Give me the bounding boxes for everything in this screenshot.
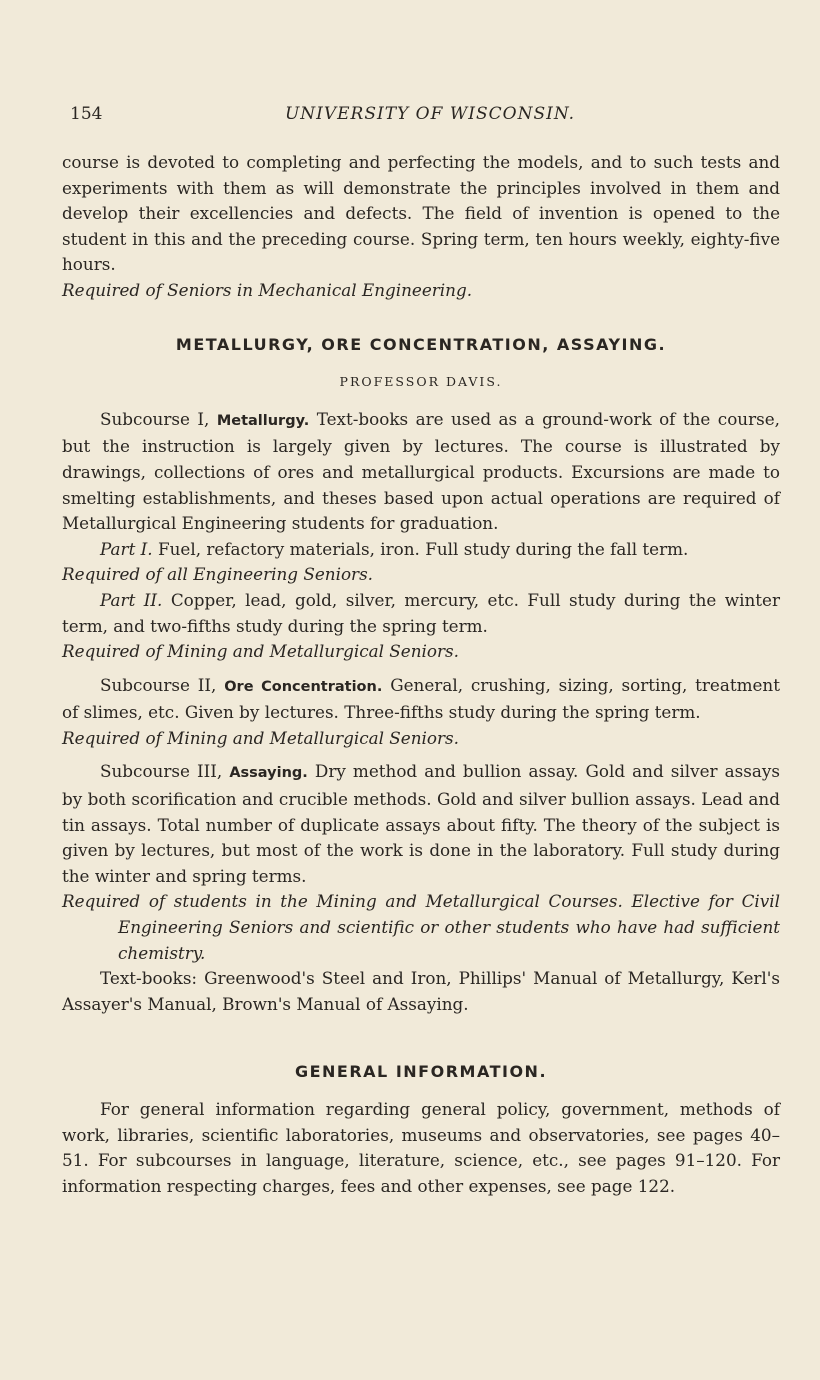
part-2-text: Copper, lead, gold, silver, mercury, etc. Full study during the winter term, and two-fifths study during the spring term.: [62, 589, 780, 636]
page-number: 154: [70, 104, 103, 124]
subcourse-3-paragraph: [62, 759, 780, 889]
part-1-text: Fuel, refactory materials, iron. Full study during the fall term.: [157, 538, 689, 559]
intro-paragraph: course is devoted to completing and perfecting the models, and to such tests and experiments with them as will demonstrate the principles involved in them and develop their excellencies and defects. The field of invention is opened to the student in this and the preceding course. Spring term, ten hours weekly, eighty-five hours.: [62, 152, 780, 275]
subcourse-2-requirement: Required of Mining and Metallurgical Seniors.: [62, 727, 459, 748]
intro-requirement: Required of Seniors in Mechanical Engineering.: [62, 279, 473, 300]
running-title: UNIVERSITY OF WISCONSIN.: [284, 104, 576, 124]
subcourse-1-label: Subcourse I,: [100, 408, 210, 429]
part-1-label: Part I.: [100, 538, 153, 559]
subcourse-1-paragraph: [62, 407, 780, 537]
section-heading-metallurgy: METALLURGY, ORE CONCENTRATION, ASSAYING.: [175, 334, 667, 354]
subcourse-2-label: Subcourse II,: [100, 674, 217, 695]
textbooks-paragraph: Text-books: Greenwood's Steel and Iron, Phillips' Manual of Metallurgy, Kerl's Assayer's Manual, Brown's Manual of Assaying.: [62, 968, 780, 1014]
subcourse-2-text: General, crushing, sizing, sorting, treatment of slimes, etc. Given by lectures. Three-fifths study during the spring term.: [62, 674, 780, 723]
subcourse-3-text: Dry method and bullion assay. Gold and silver assays by both scorification and crucible methods. Gold and silver bullion assays. Lead and tin assays. Total number of duplicate assays about fifty. The theory of the subject is given by lectures, but most of the work is done in the laboratory. Full study during the winter and spring terms.: [62, 761, 780, 886]
subcourse-3-requirement: Required of students in the Mining and Metallurgical Courses. Elective for Civil Engineering Seniors and scientific or other students who have had sufficient chemistry.: [62, 891, 780, 963]
section-heading-general-information: GENERAL INFORMATION.: [294, 1062, 548, 1082]
part-1-requirement: Required of all Engineering Seniors.: [62, 564, 374, 585]
page-body: [62, 150, 780, 1199]
subcourse-3-topic: Assaying.: [229, 765, 308, 782]
subcourse-2-paragraph: [62, 673, 780, 726]
subcourse-2-topic: Ore Concentration.: [224, 678, 383, 695]
page-header: [70, 104, 790, 130]
subcourse-3-label: Subcourse III,: [100, 761, 223, 782]
subcourse-1-topic: Metallurgy.: [216, 412, 310, 429]
part-2-label: Part II.: [100, 589, 163, 610]
part-1-paragraph: [62, 537, 780, 563]
part-2-requirement: Required of Mining and Metallurgical Seniors.: [62, 641, 459, 662]
professor-line: PROFESSOR DAVIS.: [339, 374, 503, 390]
part-2-paragraph: [62, 588, 780, 639]
subcourse-1-text: Text-books are used as a ground-work of the course, but the instruction is largely given by lectures. The course is illustrated by drawings, collections of ores and metallurgical products. Excursions are made to smelting establishments, and theses based upon actual operations are required of Metallurgical Engineering students for graduation.: [62, 408, 780, 534]
general-information-paragraph: For general information regarding general policy, government, methods of work, libraries, scientific laboratories, museums and observatories, see pages 40–51. For subcourses in language, literature, science, etc., see pages 91–120. For information respecting charges, fees and other expenses, see page 122.: [62, 1099, 780, 1196]
